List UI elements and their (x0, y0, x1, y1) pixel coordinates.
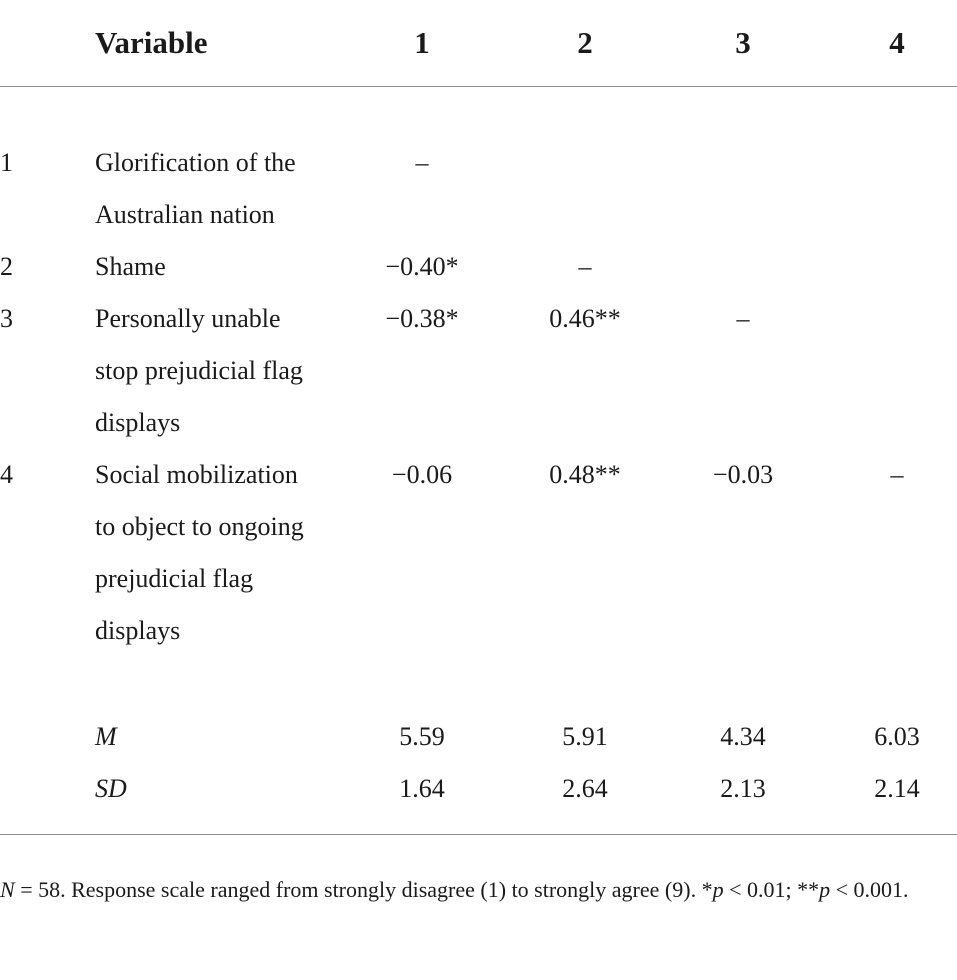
row-4-label-line-2: to object to ongoing (95, 512, 304, 541)
header-col-3: 3 (735, 25, 751, 60)
row-2-col-2: – (578, 252, 592, 281)
note-n-symbol: N (0, 877, 15, 902)
row-3-label-line-1: Personally unable (95, 304, 281, 333)
row-2-label-line-1: Shame (95, 252, 166, 281)
bottom-rule (0, 834, 957, 835)
note-p2-symbol: p (819, 877, 831, 902)
note-p1-text: < 0.01; ** (723, 877, 820, 902)
row-4-label-line-1: Social mobilization (95, 460, 298, 489)
row-3-col-3: – (736, 304, 750, 333)
row-1-col-1: – (415, 148, 429, 177)
table-note (0, 874, 957, 905)
summary-mean-col-2: 5.91 (562, 722, 608, 751)
row-1-index: 1 (0, 148, 13, 177)
row-3-label-line-3: displays (95, 408, 181, 437)
summary-sd-col-1: 1.64 (399, 774, 445, 803)
header-col-1: 1 (414, 25, 430, 60)
row-4-col-1: −0.06 (391, 460, 453, 489)
row-4-label-line-3: prejudicial flag (95, 564, 254, 593)
row-4-col-2: 0.48** (549, 460, 621, 489)
header-col-4: 4 (889, 25, 905, 60)
summary-mean-label: M (95, 722, 117, 751)
note-n-text: = 58. Response scale ranged from strongly disagree (1) to strongly agree (9). * (14, 877, 713, 902)
summary-mean-col-1: 5.59 (399, 722, 445, 751)
row-2-index: 2 (0, 252, 13, 281)
summary-sd-col-4: 2.14 (874, 774, 920, 803)
header-rule (0, 86, 957, 87)
row-3-col-1: −0.38* (385, 304, 459, 333)
row-2-col-1: −0.40* (385, 252, 459, 281)
row-4-label-line-4: displays (95, 616, 181, 645)
header-col-2: 2 (577, 25, 593, 60)
summary-mean-col-3: 4.34 (720, 722, 766, 751)
summary-mean-col-4: 6.03 (874, 722, 920, 751)
row-4-index: 4 (0, 460, 13, 489)
row-4-col-4: – (890, 460, 904, 489)
note-p1-symbol: p (712, 877, 724, 902)
summary-sd-label: SD (95, 774, 127, 803)
note-p2-text: < 0.001. (830, 877, 909, 902)
summary-sd-col-3: 2.13 (720, 774, 766, 803)
row-3-index: 3 (0, 304, 13, 333)
row-1-label-line-1: Glorification of the (95, 148, 296, 177)
header-variable: Variable (95, 25, 208, 60)
row-4-col-3: −0.03 (712, 460, 774, 489)
row-3-col-2: 0.46** (549, 304, 621, 333)
row-1-label-line-2: Australian nation (95, 200, 275, 229)
summary-sd-col-2: 2.64 (562, 774, 608, 803)
row-3-label-line-2: stop prejudicial flag (95, 356, 303, 385)
